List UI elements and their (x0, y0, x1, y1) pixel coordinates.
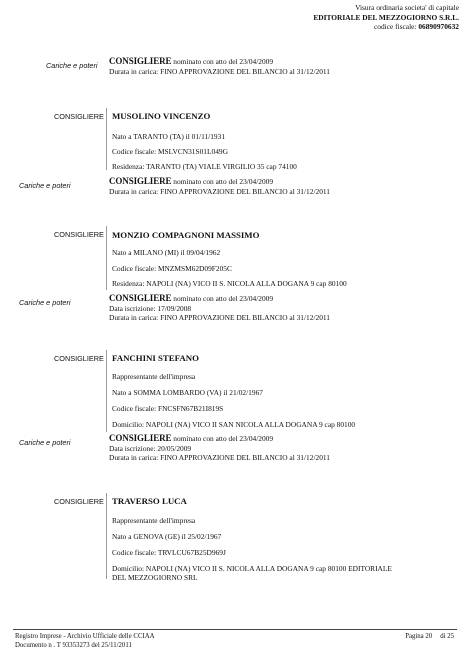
cariche-iscrizione: Data iscrizione: 17/09/2008 (109, 303, 192, 313)
header-company-name: EDITORIALE DEL MEZZOGIORNO S.R.L. (313, 12, 459, 22)
cariche-role: CONSIGLIERE (109, 56, 172, 66)
cariche-label: Cariche e poteri (19, 438, 71, 447)
person-nato: Nato a SOMMA LOMBARDO (VA) il 21/02/1967 (112, 388, 263, 397)
footer-page-number: Pagina 20 (405, 633, 433, 640)
cariche-block-1 (109, 177, 330, 196)
person-domicilio-line-2: DEL MEZZOGIORNO SRL (112, 573, 198, 583)
footer-rule (13, 629, 457, 630)
person-rappresentante: Rappresentante dell'impresa (112, 372, 196, 381)
person-codice-fiscale: Codice fiscale: TRVLCU67B25D969J (112, 548, 226, 557)
person-codice-fiscale: Codice fiscale: FNCSFN67B21I819S (112, 404, 224, 413)
cariche-label: Cariche e poteri (46, 61, 98, 70)
person-role-label: CONSIGLIERE (54, 230, 104, 239)
person-domicilio: Domicilio: NAPOLI (NA) VICO II SAN NICOLA ALLA DOGANA 9 cap 80100 (112, 420, 356, 429)
footer-left (15, 633, 155, 650)
person-name: TRAVERSO LUCA (112, 496, 187, 506)
person-name: MUSOLINO VINCENZO (112, 111, 211, 121)
person-nato: Nato a TARANTO (TA) il 01/11/1931 (112, 132, 226, 141)
person-nato: Nato a MILANO (MI) il 09/04/1962 (112, 248, 221, 257)
cariche-role: CONSIGLIERE (109, 293, 172, 303)
cariche-label: Cariche e poteri (19, 298, 71, 307)
person-rappresentante: Rappresentante dell'impresa (112, 516, 196, 525)
cariche-label: Cariche e poteri (19, 181, 71, 190)
header-doc-type: Visura ordinaria societa' di capitale (355, 3, 459, 12)
cariche-nominato: nominato con atto del 23/04/2009 (173, 434, 274, 443)
document-header (313, 3, 459, 32)
person-domicilio (112, 564, 392, 583)
section-divider (106, 493, 107, 579)
person-residenza: Residenza: NAPOLI (NA) VICO II S. NICOLA ALLA DOGANA 9 cap 80100 (112, 279, 347, 288)
person-name: FANCHINI STEFANO (112, 353, 199, 363)
cariche-block-0 (109, 57, 330, 76)
cariche-durata: Durata in carica: FINO APPROVAZIONE DEL BILANCIO al 31/12/2011 (109, 186, 331, 196)
cariche-nominato: nominato con atto del 23/04/2009 (173, 177, 274, 186)
footer-document-number: Documento n . T 93353273 del 25/11/2011 (15, 641, 132, 649)
footer-page-total: di 25 (440, 633, 454, 640)
person-residenza: Residenza: TARANTO (TA) VIALE VIRGILIO 35 cap 74100 (112, 162, 297, 171)
footer-registry: Registro Imprese - Archivio Ufficiale delle CCIAA (15, 633, 155, 640)
cariche-role: CONSIGLIERE (109, 176, 172, 186)
section-divider (106, 350, 107, 432)
cariche-block-3 (109, 434, 330, 463)
cariche-nominato: nominato con atto del 23/04/2009 (173, 294, 274, 303)
person-name: MONZIO COMPAGNONI MASSIMO (112, 230, 260, 240)
header-codice-fiscale (313, 22, 459, 32)
cariche-nominato: nominato con atto del 23/04/2009 (173, 57, 274, 66)
cariche-durata: Durata in carica: FINO APPROVAZIONE DEL BILANCIO al 31/12/2011 (109, 453, 331, 463)
cariche-role: CONSIGLIERE (109, 433, 172, 443)
person-nato: Nato a GENOVA (GE) il 25/02/1967 (112, 532, 222, 541)
person-role-label: CONSIGLIERE (54, 354, 104, 363)
person-codice-fiscale: Codice fiscale: MSLVCN31S01L049G (112, 147, 228, 156)
cariche-durata: Durata in carica: FINO APPROVAZIONE DEL BILANCIO al 31/12/2011 (109, 313, 331, 323)
footer-pagination (397, 633, 454, 642)
person-domicilio-line-1: Domicilio: NAPOLI (NA) VICO II S. NICOLA ALLA DOGANA 9 cap 80100 EDITORIALE (112, 564, 392, 573)
person-role-label: CONSIGLIERE (54, 497, 104, 506)
cariche-block-2 (109, 294, 330, 323)
section-divider (106, 226, 107, 290)
header-codice-fiscale-value: 06890970632 (418, 22, 459, 32)
person-role-label: CONSIGLIERE (54, 112, 104, 121)
cariche-durata: Durata in carica: FINO APPROVAZIONE DEL BILANCIO al 31/12/2011 (109, 66, 331, 76)
section-divider (106, 108, 107, 170)
header-codice-fiscale-label: codice fiscale: (374, 22, 417, 32)
person-codice-fiscale: Codice fiscale: MNZMSM62D09F205C (112, 264, 232, 273)
cariche-iscrizione: Data iscrizione: 20/05/2009 (109, 443, 192, 453)
